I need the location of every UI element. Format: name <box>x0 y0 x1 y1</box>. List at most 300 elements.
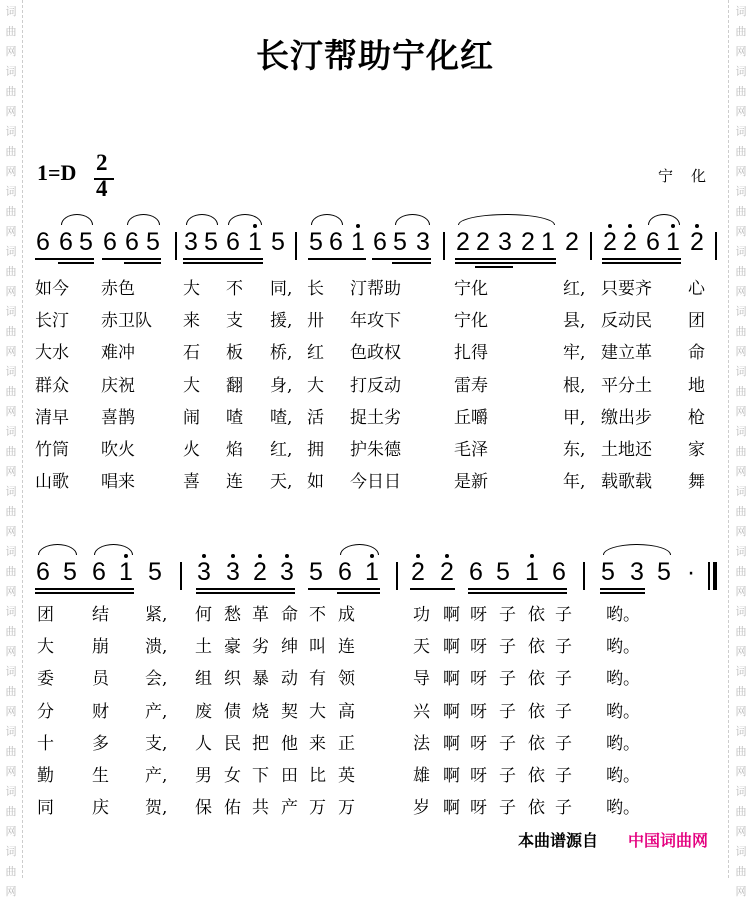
lyric-text: 生 <box>92 766 109 786</box>
lyric-text: 大 <box>37 637 54 658</box>
lyric-text: 依 <box>528 798 545 819</box>
lyric-text: 来 <box>183 311 200 332</box>
lyric-text: 山歌 <box>35 472 69 493</box>
left-margin-line <box>22 0 23 878</box>
note: 2 <box>521 228 535 256</box>
right-margin-line <box>728 0 729 878</box>
slur-arc <box>228 214 262 225</box>
lyric-text: 呀 <box>470 798 487 819</box>
lyric-text: 今日日 <box>350 472 401 493</box>
lyric-text: 红 <box>307 343 324 364</box>
lyric-text: 暴 <box>252 669 269 690</box>
note: 3 <box>630 558 644 586</box>
lyric-text: 织 <box>224 669 241 690</box>
watermark-text: 词 曲 网 <box>735 785 747 838</box>
slur-arc <box>94 544 133 555</box>
lyric-text: 哟。 <box>606 701 640 722</box>
note: 3 <box>226 558 240 586</box>
lyric-text: 哟。 <box>606 798 640 819</box>
lyric-text: 子 <box>555 701 572 722</box>
watermark-text: 词 曲 网 <box>5 245 17 298</box>
lyric-text: 勤 <box>37 766 54 786</box>
barline <box>583 562 585 590</box>
lyric-text: 赤卫队 <box>101 311 152 332</box>
note: 6 <box>469 558 483 586</box>
lyric-text: 女 <box>224 766 241 786</box>
lyric-text: 援, <box>270 311 293 332</box>
lyric-text: 呀 <box>470 766 487 786</box>
lyric-text: 子 <box>499 766 516 786</box>
lyric-text: 土地还 <box>601 440 652 460</box>
high-octave-dot <box>445 554 449 558</box>
lyric-text: 子 <box>555 733 572 754</box>
lyric-text: 土 <box>195 637 212 658</box>
lyric-text: 正 <box>338 733 355 754</box>
lyric-text: 废 <box>195 701 212 722</box>
region-credit: 宁化 <box>658 167 725 185</box>
lyric-text: 叫 <box>309 637 326 658</box>
lyric-text: 喜鹊 <box>101 407 135 428</box>
lyric-text: 民 <box>224 733 241 754</box>
watermark-text: 词 曲 网 <box>735 365 747 418</box>
slur-arc <box>648 214 680 225</box>
watermark-text: 词 曲 网 <box>735 605 747 658</box>
slur-arc <box>458 214 555 225</box>
lyric-text: 唱来 <box>101 472 135 493</box>
lyric-text: 啊 <box>443 701 460 722</box>
note: 6 <box>226 228 240 256</box>
note: 6 <box>338 558 352 586</box>
lyric-text: 子 <box>499 605 516 625</box>
note: 3 <box>280 558 294 586</box>
watermark-text: 词 曲 网 <box>735 65 747 118</box>
lyric-text: 不 <box>226 279 243 299</box>
duration-underline <box>410 588 455 590</box>
note: 2 <box>411 558 425 586</box>
duration-underline <box>602 262 681 264</box>
watermark-text: 词 曲 网 <box>735 185 747 238</box>
lyric-text: 紧, <box>145 605 168 625</box>
lyric-text: 人 <box>195 733 212 754</box>
lyric-text: 闹 <box>183 407 200 428</box>
high-octave-dot <box>356 224 360 228</box>
lyric-text: 债 <box>224 701 241 722</box>
duration-underline <box>102 258 161 260</box>
lyric-text: 缴出步 <box>601 407 652 428</box>
lyric-text: 功 <box>413 605 430 625</box>
lyric-text: 心 <box>688 279 705 299</box>
lyric-text: 支 <box>226 311 243 332</box>
note: 5 <box>393 228 407 256</box>
lyric-text: 哟。 <box>606 733 640 754</box>
note: 6 <box>125 228 139 256</box>
lyric-text: 成 <box>338 605 355 625</box>
lyric-text: 子 <box>499 637 516 658</box>
lyric-text: 扎得 <box>454 343 488 364</box>
lyric-text: 会, <box>145 669 168 690</box>
slur-arc <box>603 544 671 555</box>
lyric-text: 高 <box>338 701 355 722</box>
note: 1 <box>365 558 379 586</box>
lyric-text: 命 <box>688 343 705 364</box>
lyric-text: 活 <box>307 407 324 428</box>
high-octave-dot <box>530 554 534 558</box>
duration-underline <box>600 592 645 594</box>
lyric-text: 啊 <box>443 733 460 754</box>
high-octave-dot <box>258 554 262 558</box>
duration-underline <box>196 588 295 590</box>
lyric-text: 男 <box>195 766 212 786</box>
barline <box>715 232 717 260</box>
note: 2 <box>476 228 490 256</box>
lyric-text: 子 <box>555 605 572 625</box>
note: 5 <box>309 558 323 586</box>
watermark-text: 词 曲 网 <box>735 125 747 178</box>
note: 3 <box>416 228 430 256</box>
final-barline-thin <box>708 562 710 590</box>
note: 2 <box>603 228 617 256</box>
duration-underline <box>475 266 513 268</box>
duration-underline <box>455 262 556 264</box>
lyric-text: 群众 <box>35 375 69 396</box>
song-title: 长汀帮助宁化红 <box>256 36 494 75</box>
lyric-text: 子 <box>555 637 572 658</box>
lyric-text: 捉土劣 <box>350 407 401 428</box>
lyric-text: 动 <box>281 669 298 690</box>
lyric-text: 十 <box>37 733 54 754</box>
lyric-text: 分 <box>37 701 54 722</box>
lyric-text: 翻 <box>226 375 243 396</box>
lyric-text: 汀帮助 <box>350 279 401 299</box>
lyric-text: 石 <box>183 343 200 364</box>
lyric-text: 啊 <box>443 669 460 690</box>
note: 6 <box>92 558 106 586</box>
lyric-text: 大 <box>307 375 324 396</box>
note: 2 <box>565 228 579 256</box>
note: 6 <box>36 558 50 586</box>
lyric-text: 来 <box>309 733 326 754</box>
note: 6 <box>373 228 387 256</box>
lyric-text: 革 <box>252 605 269 625</box>
lyric-text: 支, <box>145 733 168 754</box>
lyric-text: 如今 <box>35 279 69 299</box>
duration-underline <box>392 262 431 264</box>
lyric-text: 呀 <box>470 669 487 690</box>
watermark-text: 词 曲 网 <box>5 305 17 358</box>
lyric-text: 委 <box>37 669 54 690</box>
lyric-text: 团 <box>688 311 705 332</box>
note: 5 <box>146 228 160 256</box>
lyric-text: 领 <box>338 669 355 690</box>
site-link[interactable]: 中国词曲网 <box>628 831 709 850</box>
lyric-text: 啊 <box>443 798 460 819</box>
lyric-text: 兴 <box>413 701 430 722</box>
lyric-text: 连 <box>338 637 355 658</box>
lyric-text: 呀 <box>470 605 487 625</box>
note: 5 <box>496 558 510 586</box>
lyric-text: 年攻下 <box>350 311 401 332</box>
watermark-text: 词 曲 网 <box>735 5 747 58</box>
duration-underline <box>35 588 134 590</box>
note: 5 <box>204 228 218 256</box>
lyric-text: 何 <box>195 605 212 625</box>
note: 6 <box>329 228 343 256</box>
lyric-text: 依 <box>528 605 545 625</box>
watermark-text: 词 曲 网 <box>735 485 747 538</box>
watermark-text: 词 曲 网 <box>5 485 17 538</box>
watermark-text: 词 曲 网 <box>735 545 747 598</box>
lyric-text: 产 <box>281 798 298 819</box>
lyric-text: 是新 <box>454 472 488 493</box>
watermark-text: 词 曲 网 <box>5 845 17 898</box>
lyric-text: 呀 <box>470 733 487 754</box>
lyric-text: 喜 <box>183 472 200 493</box>
note: 6 <box>36 228 50 256</box>
note: 5 <box>148 558 162 586</box>
lyric-text: 多 <box>92 733 109 754</box>
lyric-text: 色政权 <box>350 343 401 364</box>
note: 3 <box>498 228 512 256</box>
duration-underline <box>455 258 556 260</box>
lyric-text: 家 <box>688 440 705 460</box>
lyric-text: 长汀 <box>35 311 69 332</box>
note: 5 <box>309 228 323 256</box>
duration-underline <box>124 262 161 264</box>
lyric-text: 万 <box>338 798 355 819</box>
barline <box>443 232 445 260</box>
lyric-text: 平分土 <box>601 375 652 396</box>
duration-underline <box>58 262 94 264</box>
lyric-text: 子 <box>555 766 572 786</box>
watermark-text: 词 曲 网 <box>735 725 747 778</box>
lyric-text: 子 <box>499 701 516 722</box>
lyric-text: 子 <box>499 669 516 690</box>
lyric-text: 大 <box>309 701 326 722</box>
lyric-text: 比 <box>309 766 326 786</box>
watermark-text: 词 曲 网 <box>5 665 17 718</box>
note: 6 <box>103 228 117 256</box>
lyric-text: 佑 <box>224 798 241 819</box>
lyric-text: 喳, <box>270 407 293 428</box>
note: 5 <box>79 228 93 256</box>
lyric-text: 下 <box>252 766 269 786</box>
slur-arc <box>38 544 77 555</box>
lyric-text: 反动民 <box>601 311 652 332</box>
time-signature-top: 2 <box>96 150 108 175</box>
lyric-text: 契 <box>281 701 298 722</box>
lyric-text: 红, <box>563 279 586 299</box>
watermark-text: 词 曲 网 <box>5 185 17 238</box>
lyric-text: 天, <box>270 472 293 493</box>
lyric-text: 依 <box>528 637 545 658</box>
lyric-text: 组 <box>195 669 212 690</box>
lyric-text: 啊 <box>443 605 460 625</box>
lyric-text: 哟。 <box>606 637 640 658</box>
watermark-text: 词 曲 网 <box>735 305 747 358</box>
lyric-text: 同 <box>37 798 54 819</box>
lyric-text: 依 <box>528 669 545 690</box>
lyric-text: 愁 <box>224 605 241 625</box>
lyric-text: 依 <box>528 701 545 722</box>
note: 2 <box>690 228 704 256</box>
high-octave-dot <box>231 554 235 558</box>
lyric-text: 吹火 <box>101 440 135 460</box>
note: 5 <box>657 558 671 586</box>
lyric-text: 子 <box>499 798 516 819</box>
note: 1 <box>248 228 262 256</box>
lyric-text: 英 <box>338 766 355 786</box>
lyric-text: 豪 <box>224 637 241 658</box>
duration-underline <box>602 258 681 260</box>
lyric-text: 牢, <box>563 343 586 364</box>
watermark-text: 词 曲 网 <box>5 725 17 778</box>
lyric-text: 县, <box>563 311 586 332</box>
note: 1 <box>351 228 365 256</box>
duration-underline <box>183 262 263 264</box>
lyric-text: 建立革 <box>601 343 652 364</box>
note: 1 <box>666 228 680 256</box>
watermark-text: 词 曲 网 <box>735 665 747 718</box>
lyric-text: 溃, <box>145 637 168 658</box>
note: 1 <box>119 558 133 586</box>
lyric-text: 火 <box>183 440 200 460</box>
barline <box>175 232 177 260</box>
lyric-text: 板 <box>226 343 243 364</box>
lyric-text: 东, <box>563 440 586 460</box>
lyric-text: 地 <box>688 375 705 396</box>
lyric-text: 如 <box>307 472 324 493</box>
duration-underline <box>35 258 94 260</box>
duration-underline <box>308 258 366 260</box>
duration-underline <box>468 592 567 594</box>
watermark-text: 词 曲 网 <box>5 785 17 838</box>
lyric-text: 同, <box>270 279 293 299</box>
high-octave-dot <box>628 224 632 228</box>
lyric-text: 长 <box>307 279 324 299</box>
note: 1 <box>525 558 539 586</box>
lyric-text: 结 <box>92 605 109 625</box>
watermark-text: 词 曲 网 <box>735 425 747 478</box>
lyric-text: 呀 <box>470 637 487 658</box>
lyric-text: 法 <box>413 733 430 754</box>
high-octave-dot <box>285 554 289 558</box>
lyric-text: 卅 <box>307 311 324 332</box>
lyric-text: 毛泽 <box>454 440 488 460</box>
duration-underline <box>308 588 380 590</box>
note: 5 <box>271 228 285 256</box>
note: 6 <box>646 228 660 256</box>
lyric-text: 大 <box>183 279 200 299</box>
duration-underline <box>372 258 431 260</box>
duration-underline <box>337 592 380 594</box>
lyric-text: 哟。 <box>606 669 640 690</box>
lyric-text: 共 <box>252 798 269 819</box>
time-signature-bottom: 4 <box>96 176 108 201</box>
final-barline <box>713 562 717 590</box>
watermark-text: 词 曲 网 <box>5 605 17 658</box>
lyric-text: 喳 <box>226 407 243 428</box>
lyric-text: 他 <box>281 733 298 754</box>
lyric-text: 子 <box>555 798 572 819</box>
lyric-text: 年, <box>563 472 586 493</box>
note: 6 <box>552 558 566 586</box>
note: 5 <box>601 558 615 586</box>
lyric-text: 不 <box>309 605 326 625</box>
duration-underline <box>35 592 134 594</box>
lyric-text: 打反动 <box>350 375 401 396</box>
source-label: 本曲谱源自 <box>518 831 599 850</box>
lyric-text: 宁化 <box>454 279 488 299</box>
lyric-text: 导 <box>413 669 430 690</box>
slur-arc <box>127 214 160 225</box>
note: 5 <box>63 558 77 586</box>
lyric-text: 劣 <box>252 637 269 658</box>
lyric-text: 哟。 <box>606 766 640 786</box>
lyric-text: 雷寿 <box>454 375 488 396</box>
lyric-text: 竹筒 <box>35 440 69 460</box>
lyric-text: 命 <box>281 605 298 625</box>
lyric-text: 丘嚼 <box>454 407 488 428</box>
lyric-text: 啊 <box>443 637 460 658</box>
augmentation-dot: · <box>686 558 696 586</box>
lyric-text: 舞 <box>688 472 705 493</box>
lyric-text: 大水 <box>35 343 69 364</box>
watermark-text: 词 曲 网 <box>5 425 17 478</box>
lyric-text: 崩 <box>92 637 109 658</box>
barline <box>295 232 297 260</box>
lyric-text: 依 <box>528 766 545 786</box>
lyric-text: 天 <box>413 637 430 658</box>
lyric-text: 子 <box>499 733 516 754</box>
note: 2 <box>253 558 267 586</box>
lyric-text: 红, <box>270 440 293 460</box>
lyric-text: 产, <box>145 701 168 722</box>
lyric-text: 贺, <box>145 798 168 819</box>
watermark-text: 词 曲 网 <box>5 365 17 418</box>
high-octave-dot <box>416 554 420 558</box>
lyric-text: 雄 <box>413 766 430 786</box>
slur-arc <box>311 214 343 225</box>
lyric-text: 只要齐 <box>601 279 652 299</box>
high-octave-dot <box>695 224 699 228</box>
note: 3 <box>184 228 198 256</box>
lyric-text: 保 <box>195 798 212 819</box>
high-octave-dot <box>608 224 612 228</box>
lyric-text: 万 <box>309 798 326 819</box>
lyric-text: 焰 <box>226 440 243 460</box>
note: 2 <box>456 228 470 256</box>
lyric-text: 田 <box>281 766 298 786</box>
lyric-text: 哟。 <box>606 605 640 625</box>
duration-underline <box>600 588 645 590</box>
lyric-text: 庆 <box>92 798 109 819</box>
lyric-text: 有 <box>309 669 326 690</box>
watermark-text: 词 曲 网 <box>5 545 17 598</box>
lyric-text: 财 <box>92 701 109 722</box>
lyric-text: 宁化 <box>454 311 488 332</box>
duration-underline <box>196 592 295 594</box>
slur-arc <box>61 214 93 225</box>
note: 2 <box>623 228 637 256</box>
slur-arc <box>395 214 430 225</box>
watermark-text: 词 曲 网 <box>735 845 747 898</box>
lyric-text: 啊 <box>443 766 460 786</box>
watermark-text: 词 曲 网 <box>5 125 17 178</box>
lyric-text: 团 <box>37 605 54 625</box>
lyric-text: 清早 <box>35 407 69 428</box>
lyric-text: 身, <box>270 375 293 396</box>
duration-underline <box>183 258 263 260</box>
